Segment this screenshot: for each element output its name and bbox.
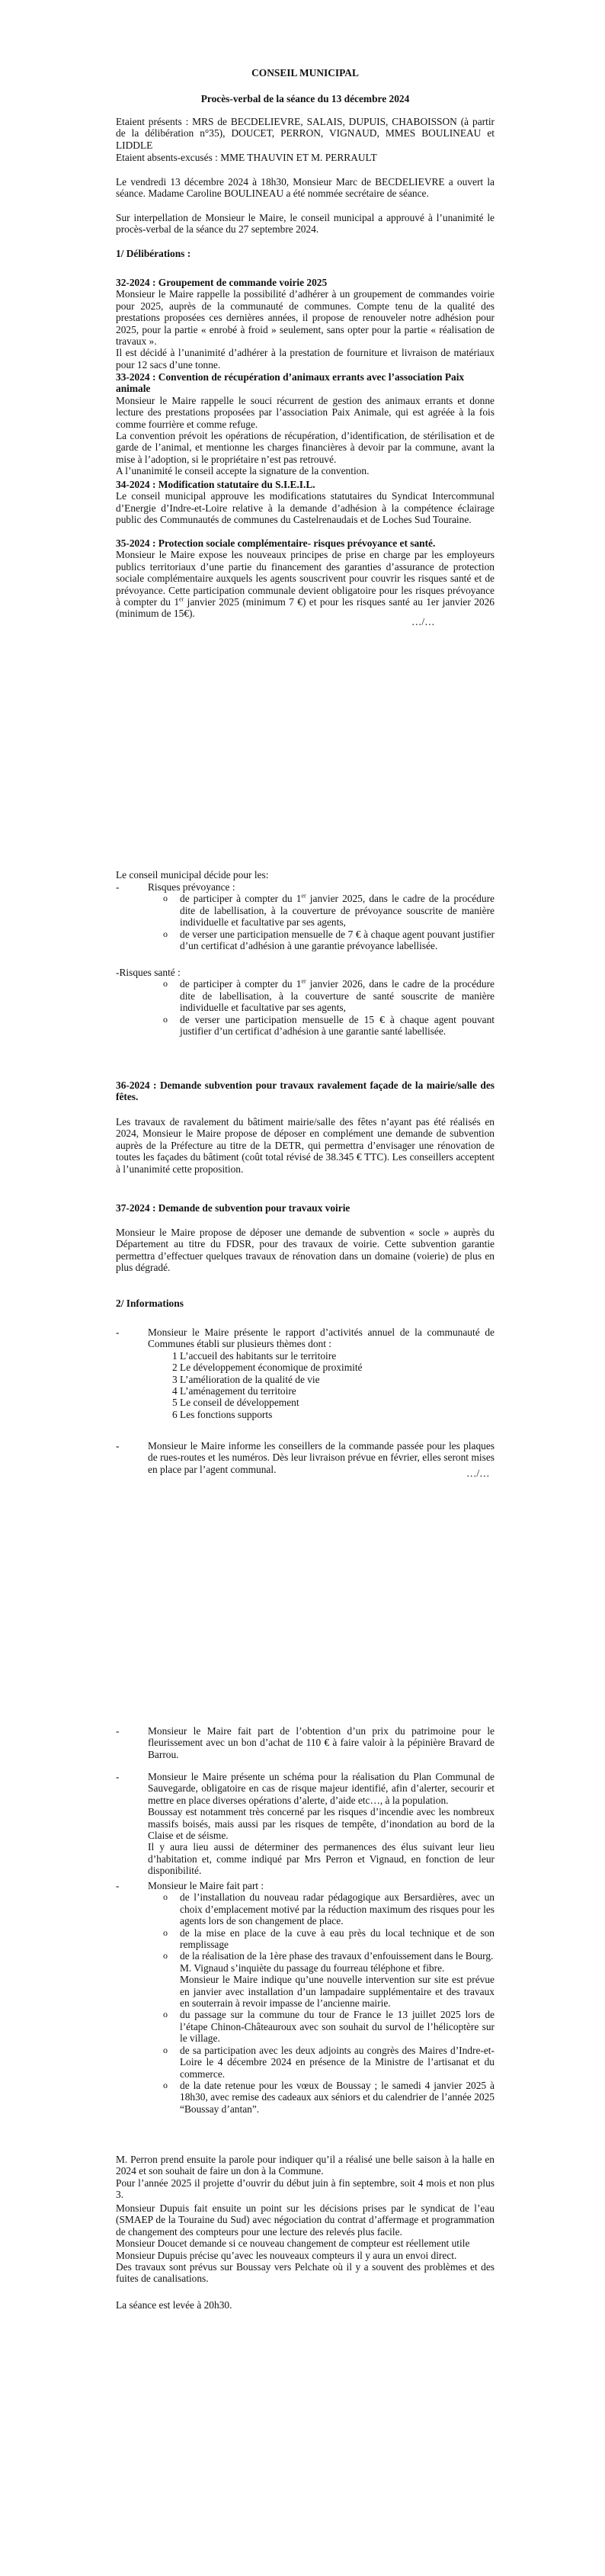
safeguard-plan-text: - Monsieur le Maire présente un schéma pour la réalisation du Plan Communal de Sauvegarde, obligatoire en cas de risque majeur identifié, afin d’alerter, secourir et mettre en place diverses opérations d’alerte, d’aide etc…, à la population. Boussay est notamment très concerné par les risques d’incendie avec les nombreux massifs boisés, mais aussi par les risques de tempête, d’inondation au bord de la Claise et de séisme. Il y aura lieu aussi de déterminer des permanences des élus suivant leur lieu d’habitation et, comme indiqué par Mrs Perron et Vignaud, en fonction de leur disponibilité. [116, 1771, 495, 1877]
heritage-prize-text: - Monsieur le Maire fait part de l’obtention d’un prix du patrimoine pour le fleurissement avec un bon d’achat de 110 € à faire valoir à la pépinière Bravard de Barrou. [116, 1725, 495, 1760]
risk-sante-label: -Risques santé : [116, 967, 181, 978]
mayor-announcements [116, 1880, 495, 2115]
deliberation-33-decision: A l’unanimité le conseil accepte la signature de la convention. [116, 465, 370, 477]
council-decides: Le conseil municipal décide pour les: [116, 869, 269, 881]
risk-sante [116, 967, 495, 1037]
prevoyance-item-2: o de verser une participation mensuelle de 7 € à chaque agent pouvant justifier d’un certificat d’adhésion à une garantie prévoyance labellisée. [116, 929, 495, 952]
deliberation-36-body: Les travaux de ravalement du bâtiment mairie/salle des fêtes n’ayant pas été réalisés en 2024, Monsieur le Maire propose de déposer en complément une demande de subvention auprès de la Préfecture au titre de la DETR, qui permettra d’envisager une rénovation de toutes les façades du bâtiment (coût total révisé de 38.345 € TTC). Les conseillers acceptent à l’unanimité cette proposition. [116, 1116, 495, 1175]
deliberation-32-title: 32-2024 : Groupement de commande voirie 2025 [116, 277, 328, 288]
theme-item: 2 Le développement économique de proximité [172, 1362, 363, 1374]
mayor-reply: Monsieur le Maire indique qu’une nouvelle intervention sur site est prévue en janvier avec installation d’un lampadaire supplémentaire et des travaux en souterrain à revoir impasse de l’ancienne mairie. [180, 1974, 495, 2010]
deliberation-33-convention: La convention prévoit les opérations de récupération, d’identification, de stérilisation et de garde de l’animal, et mentionne les charges financières à devoir par la commune, avant la mise à l’adoption, si le propriétaire n’est pas retrouvé. [116, 430, 495, 465]
deliberation-36-title: 36-2024 : Demande subvention pour travaux ravalement façade de la mairie/salle des fêtes. [116, 1079, 495, 1103]
theme-item: 4 L’aménagement du territoire [172, 1385, 296, 1397]
perron-remarks [116, 2154, 495, 2201]
attendance-excused: Etaient absents-excusés : MME THAUVIN ET M. PERRAULT [116, 152, 377, 163]
deliberation-33 [116, 371, 495, 477]
water-syndicate [116, 2202, 495, 2285]
doucet-remark: Monsieur Doucet demande si ce nouveau changement de compteur est réellement utile [116, 2238, 470, 2250]
sante-item-1: o de participer à compter du 1er janvier 2026, dans le cadre de la procédure dite de labellisation, à la couverture de santé souscrite de manière individuelle et facultative par ses agents, [116, 978, 495, 1013]
deliberation-34-body: Le conseil municipal approuve les modifications statutaires du Syndicat Intercommunal d’Energie d’Indre-et-Loire relative à la demande d’adhésion à la compétence éclairage public des Communautés de communes du Castelrenaudais et de Loches Sud Touraine. [116, 490, 495, 526]
dupuis-remark-2: Monsieur Dupuis précise qu’avec les nouveaux compteurs il y aura un envoi direct. [116, 2249, 457, 2261]
risk-prevoyance-label: - Risques prévoyance : [116, 881, 495, 893]
vignaud-remark: M. Vignaud s’inquiète du passage du fourreau téléphone et fibre. [180, 1962, 445, 1974]
deliberation-32 [116, 277, 495, 371]
deliberation-37-body: Monsieur le Maire propose de déposer une demande de subvention « socle » auprès du Département au titre du FDSR, pour des travaux de voirie. Cette subvention garantie permettra d’effectuer quelques travaux de rénovation dans un domaine (voierie) de plus en plus dégradé. [116, 1227, 495, 1274]
announcement-item: o du passage sur la commune du tour de France le 13 juillet 2025 lors de l’étape Chinon-Châteauroux avec son souhait du survol de l’hélicoptère sur le village. [116, 2009, 495, 2044]
theme-item: 5 Le conseil de développement [172, 1397, 299, 1409]
minutes-subtitle: Procès-verbal de la séance du 13 décembre 2024 [200, 93, 410, 104]
prevoyance-item-1: o de participer à compter du 1er janvier 2025, dans le cadre de la procédure dite de labellisation, à la couverture de prévoyance souscrite de manière individuelle et facultative par ses agents, [116, 893, 495, 928]
deliberation-33-body: Monsieur le Maire rappelle le souci récurrent de gestion des animaux errants et donne lecture des prestations proposées par l’association Paix Animale, qui est agréée à la fois comme fourrière et comme refuge. [116, 394, 495, 430]
deliberation-32-decision: Il est décidé à l’unanimité d’adhérer à la prestation de fourniture et livraison de matériaux pour 12 sacs d’une tonne. [116, 347, 495, 371]
approval-paragraph: Sur interpellation de Monsieur le Maire, le conseil municipal a approuvé à l’unanimité le procès-verbal de la séance du 27 septembre 2024. [116, 212, 495, 236]
deliberation-35-body: Monsieur le Maire expose les nouveaux principes de prise en charge par les employeurs publics territoriaux d’une partie du financement des garanties d’assurance de protection sociale complémentaire auxquels les agents souscrivent pour couvrir les risques santé et de prévoyance. Cette participation communale devient obligatoire pour les risques prévoyance à compter du 1er janvier 2025 (minimum 7 €) et pour les risques santé au 1er janvier 2026 (minimum de 15€). [116, 549, 495, 620]
theme-item: 3 L’amélioration de la qualité de vie [172, 1373, 320, 1385]
announcement-item: o de la mise en place de la cuve à eau près du local technique et de son remplissage [116, 1927, 495, 1951]
mayor-announcements-intro: - Monsieur le Maire fait part : [116, 1880, 495, 1891]
street-plaques [116, 1440, 495, 1475]
deliberation-34 [116, 479, 495, 526]
section-deliberations-heading: 1/ Délibérations : [116, 248, 191, 259]
deliberation-33-title: 33-2024 : Convention de récupération d’animaux errants avec l’association Paix animale [116, 371, 465, 395]
announcement-item: o de la réalisation de la 1ère phase des travaux d’enfouissement dans le Bourg. [116, 1950, 495, 1962]
perron-remark-2: Pour l’année 2025 il projette d’ouvrir du début juin à fin septembre, soit 4 mois et non plus 3. [116, 2177, 495, 2201]
attendance-present: Etaient présents : MRS de BECDELIEVRE, SALAIS, DUPUIS, CHABOISSON (à partir de la délibération n°35), DOUCET, PERRON, VIGNAUD, MMES BOULINEAU et LIDDLE [116, 116, 495, 151]
deliberation-32-body: Monsieur le Maire rappelle la possibilité d’adhérer à un groupement de commandes voirie pour 2025, auprès de la communauté de communes. Compte tenu de la qualité des prestations proposées ces dernières années, il propose de renouveler notre adhésion pour 2025, pour la partie « enrobé à froid » seulement, sans opter pour la partie « réalisation de travaux ». [116, 288, 495, 348]
dupuis-remark: Monsieur Dupuis fait ensuite un point sur les décisions prises par le syndicat de l’eau (SMAEP de la Touraine du Sud) avec négociation du contrat d’affermage et programmation de changement des compteurs pour une lecture des relevés plus facile. [116, 2202, 495, 2238]
continued-marker-2: …/… [466, 1468, 490, 1479]
deliberation-37-title: 37-2024 : Demande de subvention pour travaux voirie [116, 1202, 351, 1214]
heritage-prize [116, 1725, 495, 1760]
perron-remark-1: M. Perron prend ensuite la parole pour indiquer qu’il a réalisé une belle saison à la halle en 2024 et son souhait de faire un don à la Commune. [116, 2154, 495, 2177]
deliberation-35 [116, 537, 495, 620]
session-closing: La séance est levée à 20h30. [116, 2299, 232, 2311]
section-informations-heading: 2/ Informations [116, 1298, 184, 1309]
works-remark: Des travaux sont prévus sur Boussay vers Pelchate où il y a souvent des problèmes et des fuites de canalisations. [116, 2261, 495, 2285]
continued-marker-1: …/… [411, 616, 435, 627]
announcement-item: o de l’installation du nouveau radar pédagogique aux Bersardières, avec un choix d’emplacement motivé par la réduction maximum des risques pour les agents lors de son changement de place. [116, 1891, 495, 1926]
risk-prevoyance [116, 881, 495, 951]
council-title: CONSEIL MUNICIPAL [251, 67, 359, 79]
theme-item: 1 L’accueil des habitants sur le territoire [172, 1349, 337, 1362]
report-activities [116, 1326, 495, 1420]
announcement-item: o de sa participation avec les deux adjoints au congrès des Maires d’Indre-et-Loire le 4 décembre 2024 en présence de la Ministre de l’artisanat et du commerce. [116, 2045, 495, 2080]
sante-item-2: o de verser une participation mensuelle de 15 € à chaque agent pouvant justifier d’un certificat d’adhésion à une garantie santé labellisée. [116, 1014, 495, 1038]
opening-paragraph: Le vendredi 13 décembre 2024 à 18h30, Monsieur Marc de BECDELIEVRE a ouvert la séance. Madame Caroline BOULINEAU a été nommée secrétaire de séance. [116, 176, 495, 200]
safeguard-plan [116, 1771, 495, 1877]
theme-item: 6 Les fonctions supports [172, 1408, 273, 1420]
deliberation-35-title: 35-2024 : Protection sociale complémentaire- risques prévoyance et santé. [116, 537, 436, 549]
announcement-item: o de la date retenue pour les vœux de Boussay ; le samedi 4 janvier 2025 à 18h30, avec remise des cadeaux aux séniors et du calendrier de l’année 2025 “Boussay d’antan”. [116, 2080, 495, 2115]
report-intro: - Monsieur le Maire présente le rapport d’activités annuel de la communauté de Communes établi sur plusieurs thèmes dont : [116, 1326, 495, 1350]
street-plaques-text: - Monsieur le Maire informe les conseillers de la commande passée pour les plaques de rues-routes et les numéros. Dès leur livraison prévue en février, elles seront mises en place par l’agent communal. [116, 1440, 495, 1475]
deliberation-34-title: 34-2024 : Modification statutaire du S.I.E.I.L. [116, 479, 315, 490]
